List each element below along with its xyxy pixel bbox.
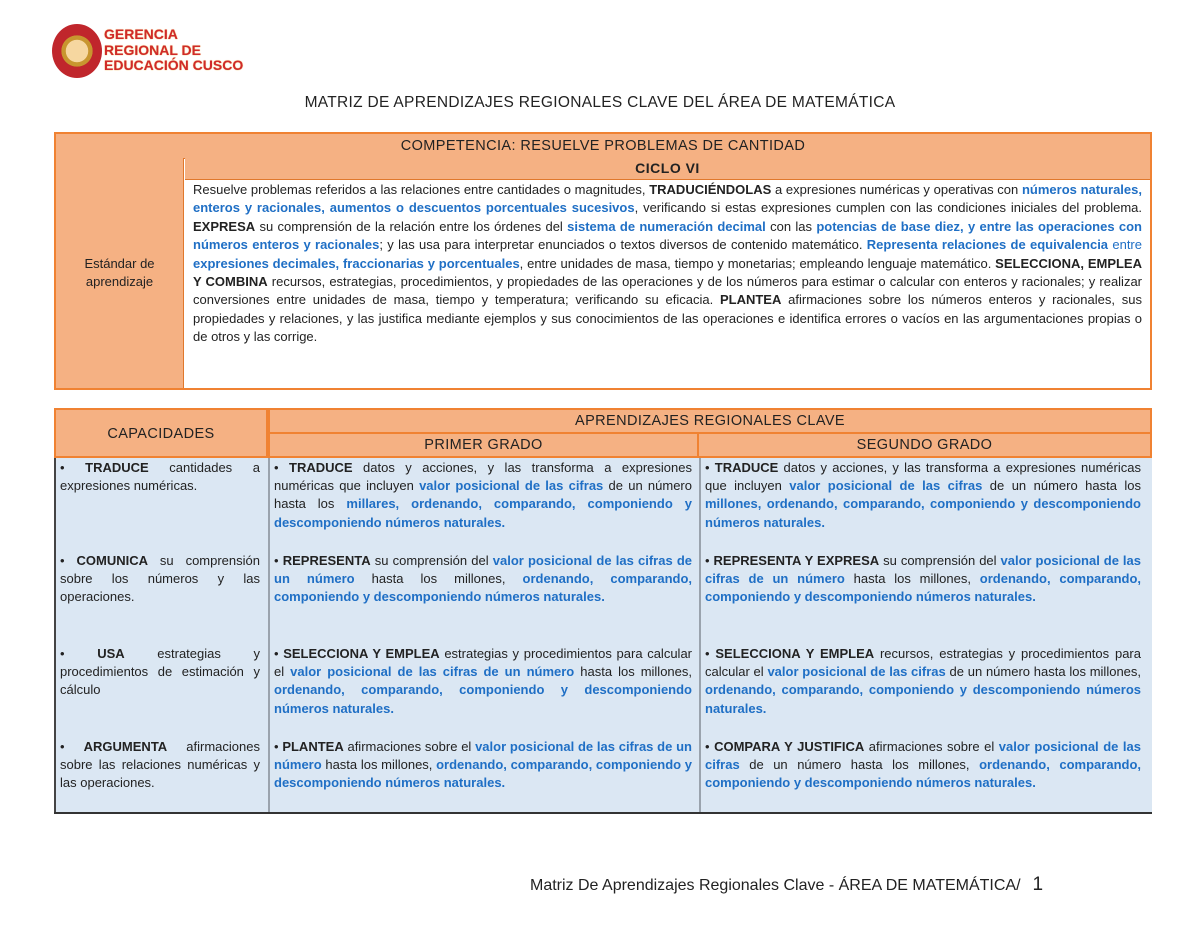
gerencia-logo: [52, 24, 242, 82]
standard-text: Resuelve problemas referidos a las relaciones entre cantidades o magnitudes, TRADUCIÉNDOLAS a expresiones numéricas y operativas con números naturales, enteros y racionales, aumentos o descuentos porcentuales sucesivos, verificando si estas expresiones cumplen con las condiciones iniciales del problema. EXPRESA su comprensión de la relación entre los órdenes del sistema de numeración decimal con las potencias de base diez, y entre las operaciones con números enteros y racionales; y las usa para interpretar enunciados o textos diversos de contenido matemático. Representa relaciones de equivalencia entre expresiones decimales, fraccionarias y porcentuales, entre unidades de masa, tiempo y monetarias; empleando lenguaje matemático. SELECCIONA, EMPLEA Y COMBINA recursos, estrategias, procedimientos, y propiedades de las operaciones y de los números para estimar o calcular con enteros y racionales; y realizar conversiones entre unidades de masa, tiempo y temperatura; verificando su eficacia. PLANTEA afirmaciones sobre los números enteros y racionales, sus propiedades y relaciones, y las justifica mediante ejemplos y sus conocimientos de las operaciones e identifica errores o vacíos en las argumentaciones propias o de otros y las corrige.: [193, 182, 1143, 345]
capacidad-usa: • USA estrategias y procedimientos de estimación y cálculo: [60, 646, 260, 698]
primer-grado-plantea: • PLANTEA afirmaciones sobre el valor posicional de las cifras de un número hasta los millones, ordenando, comparando, componiendo y descomponiendo números naturales.: [274, 739, 692, 791]
page-footer: [530, 874, 1043, 896]
logo-line-2: REGIONAL DE: [104, 41, 201, 58]
primer-grado-header: PRIMER GRADO: [268, 434, 699, 458]
capacidades-table: [54, 408, 1152, 814]
ciclo-header: CICLO VI: [185, 158, 1150, 180]
primer-grado-traduce: • TRADUCE datos y acciones, y las transforma a expresiones numéricas que incluyen valor posicional de las cifras de un número hasta los millares, ordenando, comparando, componiendo y descomponiendo números naturales.: [274, 460, 692, 530]
document-title: MATRIZ DE APRENDIZAJES REGIONALES CLAVE DEL ÁREA DE MATEMÁTICA: [304, 94, 896, 111]
page-number: 1: [1032, 874, 1044, 895]
capacidad-argumenta: • ARGUMENTA afirmaciones sobre las relaciones numéricas y las operaciones.: [60, 739, 260, 791]
aprendizajes-header: APRENDIZAJES REGIONALES CLAVE: [268, 408, 1152, 434]
capacidad-comunica: • COMUNICA su comprensión sobre los números y las operaciones.: [60, 553, 260, 605]
footer-text: Matriz De Aprendizajes Regionales Clave - ÁREA DE MATEMÁTICA/: [530, 877, 1021, 894]
segundo-grado-traduce: • TRADUCE datos y acciones, y las transforma a expresiones numéricas que incluyen valor posicional de las cifras de un número hasta los millones, ordenando, comparando, componiendo y descomponiendo números naturales.: [705, 460, 1141, 530]
capacidades-header: CAPACIDADES: [54, 408, 268, 458]
logo-text: [104, 27, 243, 74]
table-bottom-border: [54, 812, 1152, 814]
segundo-grado-header: SEGUNDO GRADO: [699, 434, 1152, 458]
capacidad-traduce: • TRADUCE cantidades a expresiones numéricas.: [60, 460, 260, 494]
logo-line-3: EDUCACIÓN CUSCO: [104, 57, 244, 73]
estandar-label-text: Estándar de aprendizaje: [84, 256, 155, 289]
seal-icon: [52, 24, 102, 78]
segundo-grado-selecciona: • SELECCIONA Y EMPLEA recursos, estrategias y procedimientos para calcular el valor posicional de las cifras de un número hasta los millones, ordenando, comparando, componiendo y descomponiendo números naturales.: [705, 646, 1142, 716]
primer-grado-selecciona: • SELECCIONA Y EMPLEA estrategias y procedimientos para calcular el valor posicional de las cifras de un número hasta los millones, ordenando, comparando, componiendo y descomponiendo números naturales.: [274, 646, 693, 716]
segundo-grado-compara: • COMPARA Y JUSTIFICA afirmaciones sobre el valor posicional de las cifras de un número hasta los millones, ordenando, comparando, componiendo y descomponiendo números naturales.: [705, 739, 1142, 791]
logo-line-1: GERENCIA: [104, 26, 178, 42]
competencia-header: COMPETENCIA: RESUELVE PROBLEMAS DE CANTIDAD: [56, 134, 1150, 159]
standard-table: [54, 132, 1152, 390]
estandar-label: [56, 158, 184, 388]
primer-grado-representa: • REPRESENTA su comprensión del valor posicional de las cifras de un número hasta los millones, ordenando, comparando, componiendo y descomponiendo números naturales.: [274, 553, 693, 605]
segundo-grado-representa: • REPRESENTA Y EXPRESA su comprensión del valor posicional de las cifras de un número hasta los millones, ordenando, comparando, componiendo y descomponiendo números naturales.: [705, 553, 1142, 605]
